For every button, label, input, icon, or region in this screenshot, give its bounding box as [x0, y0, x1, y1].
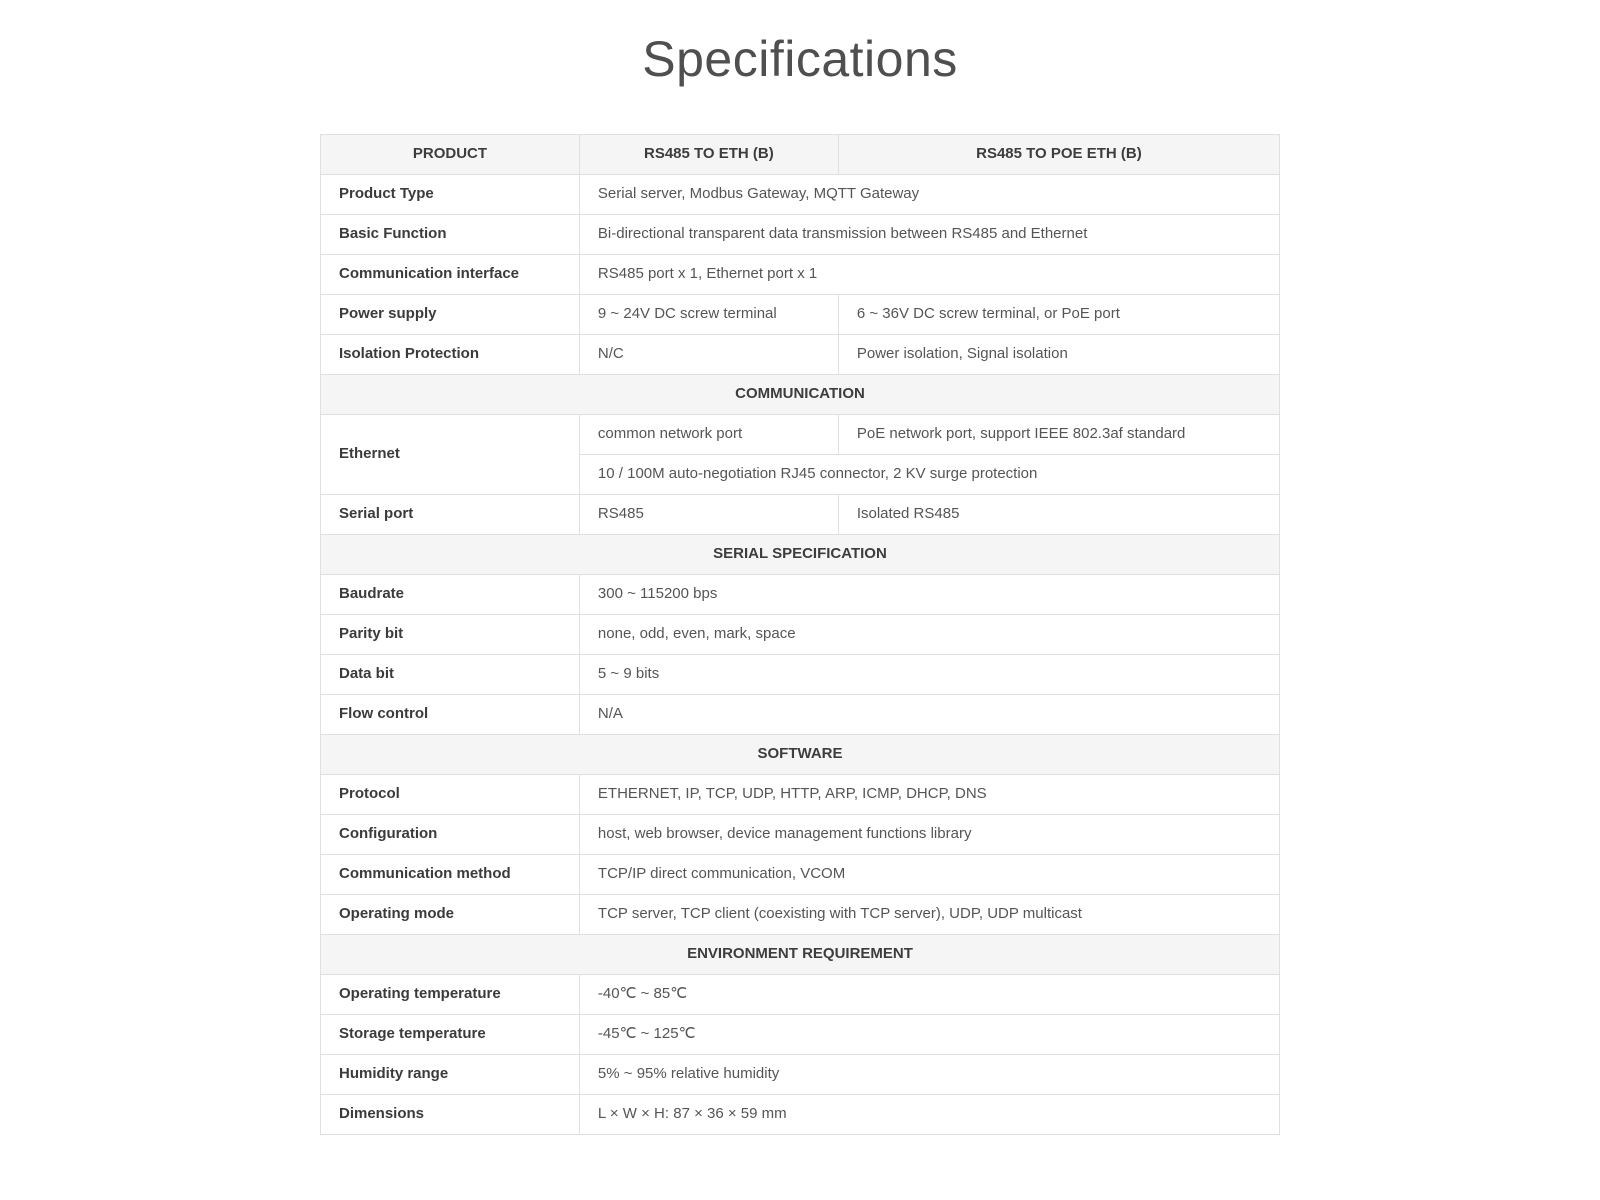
table-row	[321, 775, 1280, 815]
row-value: Serial server, Modbus Gateway, MQTT Gateway	[579, 175, 1279, 215]
row-value-poe: PoE network port, support IEEE 802.3af standard	[838, 415, 1279, 455]
table-row	[321, 655, 1280, 695]
row-label: Serial port	[321, 495, 580, 535]
section-header-row	[321, 735, 1280, 775]
row-value-poe: 6 ~ 36V DC screw terminal, or PoE port	[838, 295, 1279, 335]
row-label: Operating temperature	[321, 975, 580, 1015]
table-row	[321, 975, 1280, 1015]
table-row	[321, 1095, 1280, 1135]
row-label: Ethernet	[321, 415, 580, 495]
row-value-eth: RS485	[579, 495, 838, 535]
row-value: N/A	[579, 695, 1279, 735]
table-row	[321, 335, 1280, 375]
row-value: none, odd, even, mark, space	[579, 615, 1279, 655]
column-header-rs485-to-poe-eth-b: RS485 TO POE ETH (B)	[838, 135, 1279, 175]
section-header-communication: COMMUNICATION	[321, 375, 1280, 415]
row-value-poe: Power isolation, Signal isolation	[838, 335, 1279, 375]
row-value: 300 ~ 115200 bps	[579, 575, 1279, 615]
page-title: Specifications	[642, 31, 958, 87]
row-label: Dimensions	[321, 1095, 580, 1135]
table-row	[321, 255, 1280, 295]
row-value: -40℃ ~ 85℃	[579, 975, 1279, 1015]
row-label: Isolation Protection	[321, 335, 580, 375]
row-value-eth: common network port	[579, 415, 838, 455]
row-value: TCP server, TCP client (coexisting with TCP server), UDP, UDP multicast	[579, 895, 1279, 935]
row-label: Protocol	[321, 775, 580, 815]
row-value: host, web browser, device management functions library	[579, 815, 1279, 855]
row-label: Power supply	[321, 295, 580, 335]
table-row	[321, 175, 1280, 215]
table-row	[321, 695, 1280, 735]
row-label: Product Type	[321, 175, 580, 215]
table-row	[321, 495, 1280, 535]
table-row	[321, 1015, 1280, 1055]
table-row	[321, 895, 1280, 935]
section-header-serial-specification: SERIAL SPECIFICATION	[321, 535, 1280, 575]
row-label: Basic Function	[321, 215, 580, 255]
row-value-poe: Isolated RS485	[838, 495, 1279, 535]
column-header-rs485-to-eth-b: RS485 TO ETH (B)	[579, 135, 838, 175]
row-label: Humidity range	[321, 1055, 580, 1095]
table-row	[321, 1055, 1280, 1095]
row-value: 5% ~ 95% relative humidity	[579, 1055, 1279, 1095]
table-header-row	[321, 135, 1280, 175]
row-value: TCP/IP direct communication, VCOM	[579, 855, 1279, 895]
table-row	[321, 415, 1280, 455]
table-row	[321, 295, 1280, 335]
section-header-row	[321, 375, 1280, 415]
row-label: Flow control	[321, 695, 580, 735]
row-label: Communication interface	[321, 255, 580, 295]
row-value-eth: 9 ~ 24V DC screw terminal	[579, 295, 838, 335]
column-header-product: PRODUCT	[321, 135, 580, 175]
row-label: Parity bit	[321, 615, 580, 655]
section-header-row	[321, 935, 1280, 975]
row-value: -45℃ ~ 125℃	[579, 1015, 1279, 1055]
row-label: Communication method	[321, 855, 580, 895]
row-label: Data bit	[321, 655, 580, 695]
specifications-table	[320, 134, 1280, 1135]
row-value: 5 ~ 9 bits	[579, 655, 1279, 695]
section-header-software: SOFTWARE	[321, 735, 1280, 775]
row-value: RS485 port x 1, Ethernet port x 1	[579, 255, 1279, 295]
section-header-row	[321, 535, 1280, 575]
row-label: Operating mode	[321, 895, 580, 935]
row-label: Baudrate	[321, 575, 580, 615]
table-row	[321, 215, 1280, 255]
row-label: Storage temperature	[321, 1015, 580, 1055]
section-header-environment-requirement: ENVIRONMENT REQUIREMENT	[321, 935, 1280, 975]
table-row	[321, 575, 1280, 615]
table-row	[321, 855, 1280, 895]
table-row	[321, 615, 1280, 655]
row-value: L × W × H: 87 × 36 × 59 mm	[579, 1095, 1279, 1135]
row-value: ETHERNET, IP, TCP, UDP, HTTP, ARP, ICMP, DHCP, DNS	[579, 775, 1279, 815]
row-value: Bi-directional transparent data transmission between RS485 and Ethernet	[579, 215, 1279, 255]
row-value-eth: N/C	[579, 335, 838, 375]
table-row	[321, 815, 1280, 855]
row-label: Configuration	[321, 815, 580, 855]
row-value: 10 / 100M auto-negotiation RJ45 connector, 2 KV surge protection	[579, 455, 1279, 495]
